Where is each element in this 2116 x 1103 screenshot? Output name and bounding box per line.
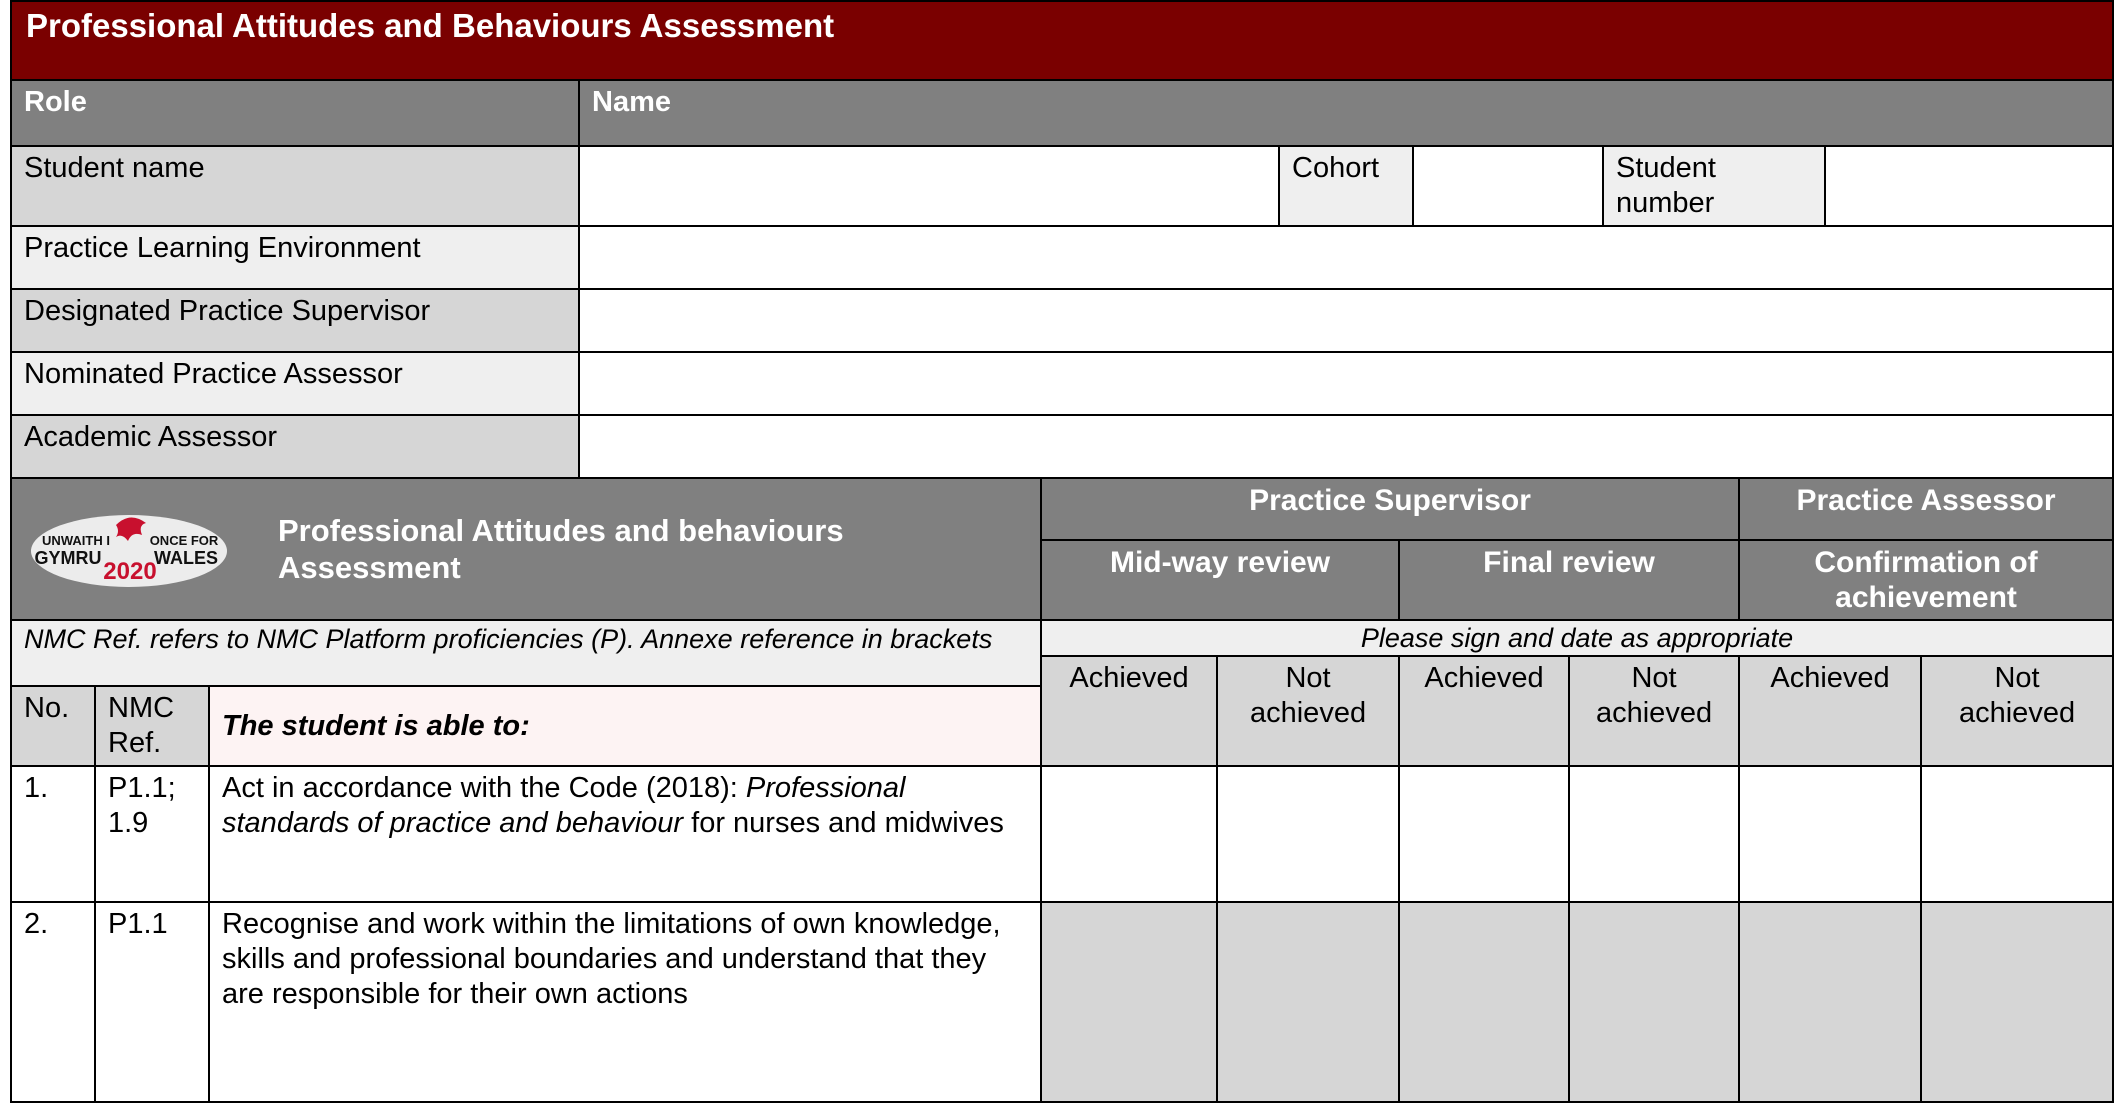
item-nmc-ref: P1.1; 1.9 [95, 766, 209, 902]
confirmation-achieved-signature[interactable] [1739, 902, 1921, 1102]
mid-way-achieved-header: Achieved [1041, 656, 1217, 766]
practice-assessor-header: Practice Assessor [1739, 478, 2113, 540]
designated-practice-supervisor-field[interactable] [579, 289, 2113, 352]
nominated-practice-assessor-field[interactable] [579, 352, 2113, 415]
mid-way-not-achieved-signature[interactable] [1217, 902, 1399, 1102]
nmc-reference-note: NMC Ref. refers to NMC Platform proficiencies (P). Annexe reference in brackets [11, 620, 1041, 686]
section-header [11, 478, 1041, 620]
student-name-label: Student name [11, 146, 579, 226]
form-title: Professional Attitudes and Behaviours Assessment [11, 1, 2113, 80]
student-name-field[interactable] [579, 146, 1279, 226]
mid-way-achieved-signature[interactable] [1041, 766, 1217, 902]
cohort-label: Cohort [1279, 146, 1413, 226]
final-not-achieved-header: Not achieved [1569, 656, 1739, 766]
confirmation-achieved-signature[interactable] [1739, 766, 1921, 902]
nominated-practice-assessor-label: Nominated Practice Assessor [11, 352, 579, 415]
assessment-form [10, 0, 2112, 1073]
confirmation-not-achieved-header: Not achieved [1921, 656, 2113, 766]
column-statement-header: The student is able to: [209, 686, 1041, 766]
column-no-header: No. [11, 686, 95, 766]
student-number-label: Student number [1603, 146, 1825, 226]
final-review-header: Final review [1399, 540, 1739, 620]
academic-assessor-field[interactable] [579, 415, 2113, 478]
confirmation-not-achieved-signature[interactable] [1921, 766, 2113, 902]
cohort-field[interactable] [1413, 146, 1603, 226]
once-for-wales-logo [24, 509, 234, 589]
assessment-table [10, 477, 2114, 1103]
mid-way-review-header: Mid-way review [1041, 540, 1399, 620]
student-number-field[interactable] [1825, 146, 2113, 226]
logo-text-unwaith: UNWAITH I [42, 533, 110, 548]
sign-date-note: Please sign and date as appropriate [1041, 620, 2113, 656]
section-title: Professional Attitudes and behaviours Assessment [278, 513, 844, 585]
mid-way-not-achieved-header: Not achieved [1217, 656, 1399, 766]
confirmation-achieved-header: Achieved [1739, 656, 1921, 766]
mid-way-not-achieved-signature[interactable] [1217, 766, 1399, 902]
final-achieved-signature[interactable] [1399, 902, 1569, 1102]
final-achieved-signature[interactable] [1399, 766, 1569, 902]
designated-practice-supervisor-label: Designated Practice Supervisor [11, 289, 579, 352]
final-achieved-header: Achieved [1399, 656, 1569, 766]
practice-supervisor-header: Practice Supervisor [1041, 478, 1739, 540]
final-not-achieved-signature[interactable] [1569, 902, 1739, 1102]
name-header: Name [579, 80, 2113, 146]
role-header: Role [11, 80, 579, 146]
column-nmc-ref-header: NMC Ref. [95, 686, 209, 766]
practice-learning-environment-field[interactable] [579, 226, 2113, 289]
confirmation-header: Confirmation of achievement [1739, 540, 2113, 620]
item-number: 2. [11, 902, 95, 1102]
logo-text-once-for: ONCE FOR [149, 533, 219, 548]
confirmation-not-achieved-signature[interactable] [1921, 902, 2113, 1102]
item-statement: Act in accordance with the Code (2018): Professional standards of practice and behaviour for nurses and midwives [209, 766, 1041, 902]
mid-way-achieved-signature[interactable] [1041, 902, 1217, 1102]
logo-text-year: 2020 [103, 558, 157, 585]
logo-text-gymru: GYMRU [34, 548, 102, 568]
item-statement: Recognise and work within the limitations of own knowledge, skills and professional boundaries and understand that they are responsible for their own actions [209, 902, 1041, 1102]
logo-text-wales: WALES [153, 548, 219, 568]
academic-assessor-label: Academic Assessor [11, 415, 579, 478]
practice-learning-environment-label: Practice Learning Environment [11, 226, 579, 289]
item-nmc-ref: P1.1 [95, 902, 209, 1102]
item-number: 1. [11, 766, 95, 902]
final-not-achieved-signature[interactable] [1569, 766, 1739, 902]
student-details-table [10, 0, 2114, 479]
